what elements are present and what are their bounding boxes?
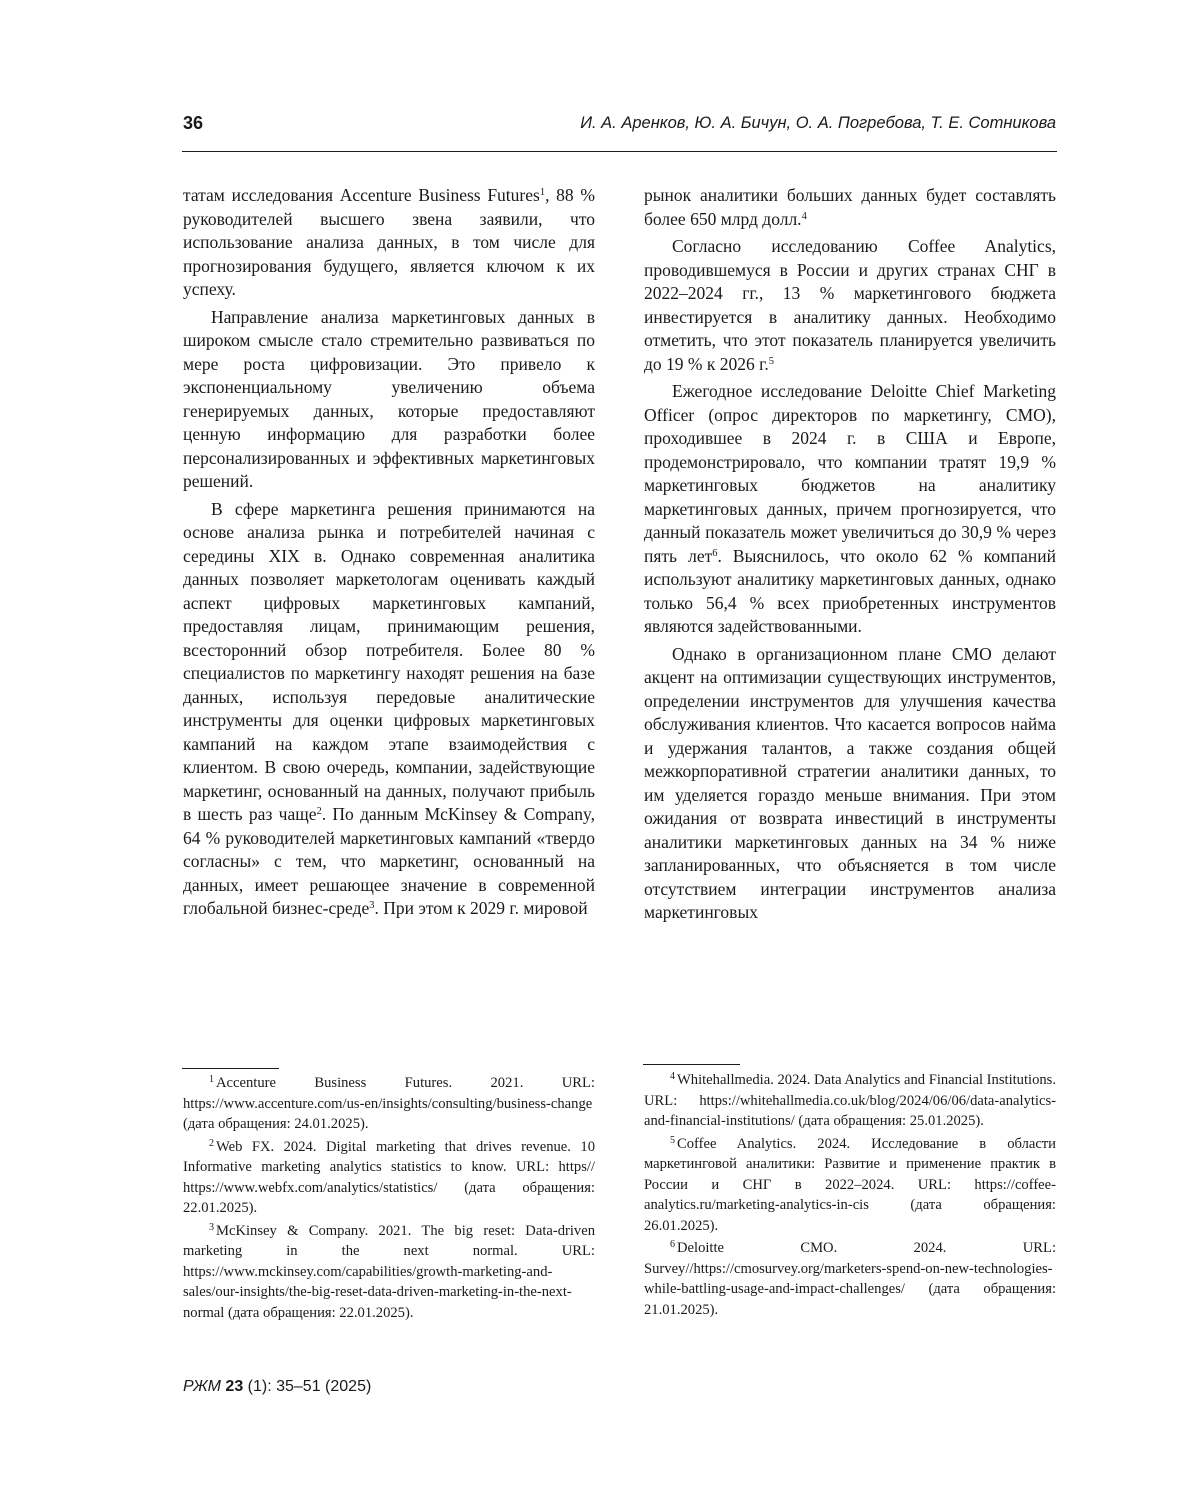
paragraph-right-2: Согласно исследованию Coffee Analytics, проводившемуся в России и других странах СНГ в 2022–2024 гг., 13 % маркетингового бюджета инвестируется в аналитику данных. Необходимо отметить, что этот показатель планируется увеличить до 19 % к 2026 г.$^5$ — [644, 236, 1056, 374]
footnote-ref-2[interactable]: 2 — [316, 806, 322, 817]
footnote-4: $^4$ Whitehallmedia. 2024. Data Analytics and Financial Institutions. URL: https://whitehallmedia.co.uk/blog/2024/06/06/data-analytics-and-financial-institutions/ (дата обращения: 25.01.2025). — [644, 1071, 1056, 1129]
footnote-ref-6[interactable]: 6 — [712, 547, 718, 559]
journal-footer — [183, 1378, 371, 1396]
footnotes-left — [183, 1073, 595, 1325]
journal-name: РЖМ — [183, 1378, 221, 1395]
right-column — [644, 184, 1056, 925]
footnote-6: $^6$ Deloitte CMO. 2024. URL: Survey//https://cmosurvey.org/marketers-spend-on-new-technologies-while-battling-usage-and-impact-challenges/ (дата обращения: 21.01.2025). — [644, 1239, 1056, 1318]
paragraph-left-1: татам исследования Accenture Business Futures$^1$, 88 % руководителей высшего звена заявили, что использование анализа данных, в том числе для прогнозирования будущего, является ключом к их успеху. — [183, 185, 595, 299]
footnote-ref-3[interactable]: 3 — [369, 900, 375, 911]
footnote-1: $^1$ Accenture Business Futures. 2021. URL: https://www.accenture.com/us-en/insights/consulting/business-change (дата обращения: 24.01.2025). — [183, 1074, 595, 1132]
journal-volume: 23 — [225, 1378, 244, 1395]
running-head-authors: И. А. Аренков, Ю. А. Бичун, О. А. Погребова, Т. Е. Сотникова — [580, 114, 1056, 132]
paragraph-right-1: рынок аналитики больших данных будет составлять более 650 млрд долл.$^4$ — [644, 185, 1056, 229]
journal-issue-pages: (1): 35–51 (2025) — [243, 1378, 372, 1395]
footnote-ref-5[interactable]: 5 — [768, 355, 774, 367]
page-number: 36 — [183, 113, 204, 133]
paragraph-right-4: Однако в организационном плане CMO делают акцент на оптимизации существующих инструментов, определении инструментов для улучшения качества обслуживания клиентов. Что касается вопросов найма и удержания талантов, а также создания общей межкорпоративной стратегии аналитики данных, то им уделяется гораздо меньше внимания. При этом ожидания от возврата инвестиций в инструменты аналитики маркетинговых данных на 34 % ниже запланированных, что объясняется в том числе отсутствием интеграции инструментов анализа маркетинговых — [644, 643, 1056, 922]
paragraph-right-3: Ежегодное исследование Deloitte Chief Marketing Officer (опрос директоров по маркетингу, CMO), проходившее в 2024 г. в США и Европе, продемонстрировало, что компании тратят 19,9 % маркетинговых бюджетов на аналитику маркетинговых данных, причем прогнозируется, что данный показатель может увеличиться до 30,9 % через пять лет$^6$. Выяснилось, что около 62 % компаний используют аналитику маркетинговых данных, однако только 56,4 % всех приобретенных инструментов являются задействованными. — [644, 381, 1056, 636]
paragraph-left-2: Направление анализа маркетинговых данных в широком смысле стало стремительно развиваться по мере роста цифровизации. Это привело к экспоненциальному увеличению объема генерируемых данных, которые предоставляют ценную информацию для разработки более персонализированных и эффективных маркетинговых решений. — [183, 306, 595, 491]
footnote-ref-1[interactable]: 1 — [539, 187, 546, 198]
header-rule — [182, 151, 1057, 152]
footnote-ref-4[interactable]: 4 — [801, 210, 807, 222]
footnote-3: $^3$ McKinsey & Company. 2021. The big reset: Data-driven marketing in the next normal. URL: https://www.mckinsey.com/capabilities/growth-marketing-and-sales/our-insights/the-big-reset-data-driven-marketing-in-the-next-normal (дата обращения: 22.01.2025). — [183, 1221, 595, 1321]
footnote-rule-left — [182, 1068, 279, 1069]
footnotes-right — [644, 1070, 1056, 1322]
footnote-rule-right — [643, 1064, 740, 1065]
paragraph-left-3: В сфере маркетинга решения принимаются на основе анализа рынка и потребителей начиная с середины XIX в. Однако современная аналитика данных позволяет маркетологам оценивать каждый аспект цифровых маркетинговых кампаний, предоставляя лицам, принимающим решения, всесторонний обзор потребителя. Более 80 % специалистов по маркетингу находят решения на базе данных, используя передовые аналитические инструменты для оценки цифровых маркетинговых кампаний на каждом этапе взаимодействия с клиентом. В свою очередь, компании, задействующие маркетинг, основанный на данных, получают прибыль в шесть раз чаще$^2$. По данным McKinsey & Company, 64 % руководителей маркетинговых кампаний «твердо согласны» с тем, что маркетинг, основанный на данных, имеет решающее значение в современной глобальной бизнес-среде$^3$. При этом к 2029 г. мировой — [183, 498, 595, 918]
left-column — [183, 184, 595, 921]
footnote-2: $^2$ Web FX. 2024. Digital marketing that drives revenue. 10 Informative marketing analytics statistics to know. URL: https// https://www.webfx.com/analytics/statistics/ (дата обращения: 22.01.2025). — [183, 1137, 595, 1216]
footnote-5: $^5$ Coffee Analytics. 2024. Исследование в области маркетинговой аналитики: Развитие и применение практик в России и СНГ в 2022–2024. URL: https://coffee-analytics.ru/marketing-analytics-in-cis (дата обращения: 26.01.2025). — [644, 1134, 1056, 1234]
